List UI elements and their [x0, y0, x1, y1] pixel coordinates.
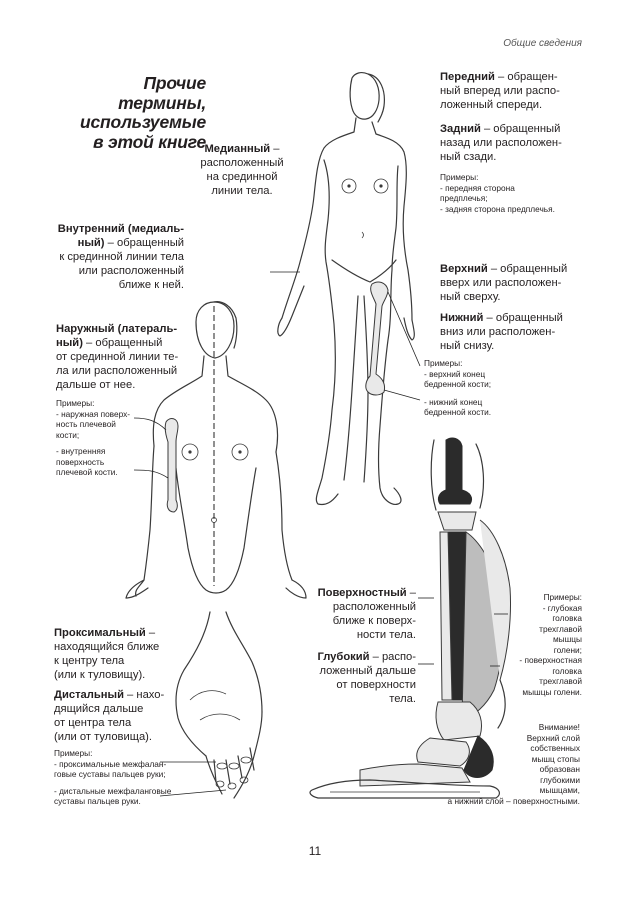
term-proximal: Проксимальный	[54, 627, 146, 639]
term-posterior: Задний	[440, 123, 481, 135]
medial-term-block: Внутренний (медиаль- ный) – обращенный к срединной линии тела или расположенный ближе к ней.	[57, 223, 184, 291]
hand-illustration	[176, 612, 262, 798]
inferior-term-block: Нижний – обращенный вниз или расположен- ный снизу.	[440, 312, 563, 352]
standing-figure-illustration	[278, 73, 414, 505]
term-superior: Верхний	[440, 263, 488, 275]
lateral-term-block: Наружный (латераль- ный) – обращенный от срединной линии те- ла или расположенный дальше от нее.	[56, 323, 179, 391]
term-inferior: Нижний	[440, 312, 484, 324]
deep-term-block: Глубокий – распо- ложенный дальше от поверхности тела.	[317, 651, 416, 705]
term-anterior: Передний	[440, 71, 495, 83]
median-term-block: Медианный – расположенный на срединной линии тела.	[200, 143, 284, 197]
distal-term-block: Дистальный – нахо- дящийся дальше от центра тела (или от туловища).	[54, 689, 165, 743]
attention-note: Внимание! Верхний слой собственных мышц стопы образован глубокими мышцами, а нижний слой – поверхностными.	[447, 722, 580, 806]
term-median: Медианный	[204, 143, 271, 155]
term-superficial: Поверхностный	[317, 587, 407, 599]
inferior-examples: Примеры: - верхний конец бедренной кости; - нижний конец бедренной кости.	[424, 358, 492, 417]
proximal-term-block: Проксимальный – находящийся ближе к центру тела (или к туловищу).	[54, 627, 160, 681]
term-distal: Дистальный	[54, 689, 124, 701]
superior-term-block: Верхний – обращенный вверх или расположен- ный сверху.	[440, 263, 568, 303]
superficial-term-block: Поверхностный – расположенный ближе к поверх- ности тела.	[317, 587, 416, 641]
term-medial: Внутренний (медиаль-	[57, 223, 184, 235]
running-header: Общие сведения	[503, 38, 582, 49]
posterior-term-block: Задний – обращенный назад или расположен- ный сзади.	[440, 123, 562, 163]
posterior-examples: Примеры: - передняя сторона предплечья; - задняя сторона предплечья.	[440, 172, 555, 214]
term-deep: Глубокий	[317, 651, 370, 663]
anterior-term-block: Передний – обращен- ный вперед или распо- ложенный спереди.	[440, 71, 560, 111]
lateral-examples: Примеры: - наружная поверх- ность плечевой кости; - внутренняя поверхность плечевой кости.	[56, 398, 131, 477]
distal-examples: Примеры: - проксимальные межфалан- говые суставы пальцев руки; - дистальные межфаланговые суставы пальцев руки.	[54, 748, 172, 806]
term-lateral: Наружный (латераль-	[56, 323, 178, 335]
leg-examples: Примеры: - глубокая головка трехглавой мышцы голени; - поверхностная головка трехглавой мышцы голени.	[519, 592, 582, 697]
page-title: Прочие термины, используемые в этой книге	[79, 73, 206, 152]
page-number: 11	[308, 844, 322, 858]
